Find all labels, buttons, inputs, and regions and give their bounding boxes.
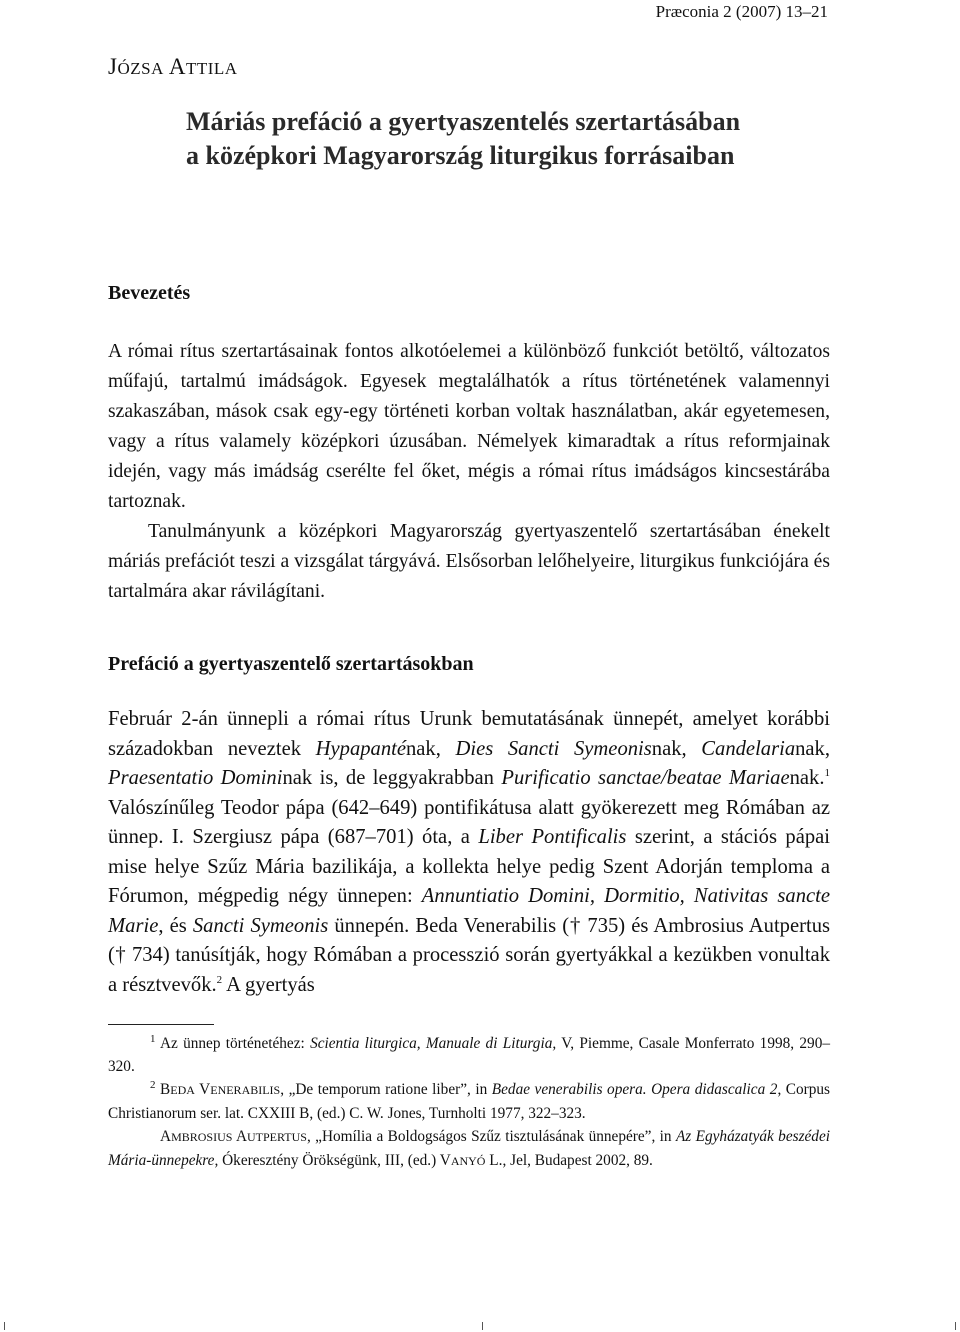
text-run: L., Jel, Budapest 2002, 89.: [485, 1152, 653, 1169]
crop-mark-left: [4, 1322, 5, 1330]
italic-term: Scientia liturgica, Manuale di Liturgia,: [310, 1035, 557, 1052]
italic-term: Candelaria: [701, 737, 796, 760]
small-caps: ANYÓ: [450, 1154, 486, 1168]
italic-term: Annuntiatio Domini, Dormitio, Nativitas sancte Marie: [108, 885, 830, 937]
section-heading-intro: Bevezetés: [108, 282, 191, 304]
footnote-number: 1: [150, 1032, 156, 1045]
italic-term: Hypapanté: [315, 737, 406, 760]
author-first-initial: J: [108, 54, 118, 79]
footnote-2-continued: [108, 1125, 830, 1173]
text-run: , és: [158, 914, 193, 937]
text-run: nak.: [789, 767, 825, 789]
text-run: Február 2-án ünnepli a római rítus Urunk bemutatásának ünnepét, amelyet korábbi századokban neveztek: [108, 708, 830, 760]
text-run: , „Homília a Boldogságos Szűz tisztulásának ünnepére”, in: [306, 1128, 676, 1145]
text-run: Valószínűleg Teodor pápa (642–649) pontifikátusa alatt gyökerezett meg Rómában az ünnep. I. Szergiusz pápa (687–701) óta, a: [108, 796, 830, 848]
text-run: Az ünnep történetéhez:: [155, 1035, 311, 1052]
text-run: A: [232, 1128, 248, 1145]
text-run: B: [160, 1081, 171, 1098]
text-run: nak,: [406, 737, 456, 760]
italic-term: Bedae venerabilis opera. Opera didascalica 2: [491, 1081, 778, 1098]
text-run: A: [160, 1128, 172, 1145]
text-run: szerint, a stációs pápai mise helye Szűz Mária bazilikája, a kollekta helye pedig Szent Adorján temploma a Fórumon, mégpedig négy ünnepen:: [108, 826, 830, 907]
italic-term: Sancti Symeonis: [192, 914, 329, 937]
footnote-2: [108, 1078, 830, 1125]
small-caps: EDA: [170, 1083, 195, 1097]
text-run: nak,: [795, 737, 831, 760]
intro-paragraph-2: Tanulmányunk a középkori Magyarország gyertyaszentelő szertartásában énekelt máriás prefációt teszi a vizsgálat tárgyává. Elsősorban lelőhelyeire, liturgikus funkciójára és tartalmára akar rávilágítani.: [108, 521, 830, 602]
author-name: [108, 54, 238, 80]
preface-paragraph: [108, 705, 830, 1000]
footnote-number: 2: [150, 1078, 156, 1091]
italic-term: Liber Pontificalis: [478, 826, 627, 848]
text-run: , Corpus Christianorum ser. lat. CXXIII B, (ed.) C. W. Jones, Turnholti 1977, 322–323.: [108, 1081, 830, 1122]
crop-mark-right: [955, 1322, 956, 1330]
italic-term: Az Egyházatyák beszédei Mária-ünnepekre,: [108, 1128, 830, 1169]
journal-citation: Præconia 2 (2007) 13–21: [655, 2, 828, 21]
text-run: V, Piemme, Casale Monferrato 1998, 290–320.: [108, 1035, 830, 1075]
section-heading-preface: Prefáció a gyertyaszentelő szertartásokban: [108, 653, 474, 675]
footnote-1: [108, 1032, 830, 1078]
article-title: [186, 105, 740, 173]
preface-body: [108, 705, 830, 1000]
italic-term: Dies Sancti Symeonis: [455, 737, 652, 760]
text-run: nak,: [651, 737, 702, 760]
author-last-initial: A: [168, 54, 186, 79]
author-last-rest: TTILA: [185, 59, 238, 78]
text-run: , „De temporum ratione liber”, in: [280, 1081, 492, 1098]
italic-term: Praesentatio Domini: [108, 767, 283, 789]
footnote-divider: [108, 1024, 214, 1025]
small-caps: UTPERTUS: [247, 1130, 307, 1144]
footnote-ref-2[interactable]: 2: [216, 973, 223, 986]
title-line-2: a középkori Magyarország liturgikus forrásaiban: [186, 141, 735, 170]
title-line-1: Máriás prefáció a gyertyaszentelés szertartásában: [186, 107, 741, 136]
intro-body: [108, 337, 830, 607]
text-run: ünnepén. Beda Venerabilis († 735) és Ambrosius Autpertus († 734) tanúsítják, hogy Rómában a processzió során gyertyákkal a kezükben vonultak a résztvevők.: [108, 914, 831, 996]
text-run: A gyertyás: [222, 973, 315, 996]
intro-paragraph-1: A római rítus szertartásainak fontos alkotóelemei a különböző funkciót betöltő, változatos műfajú, tartalmú imádságok. Egyesek megtalálhatók a rítus történetének valamennyi szakaszában, mások csak egy-egy történeti korban voltak használatban, akár egyetemesen, vagy a rítus valamely középkori úzusában. Némelyek kimaradtak a rítus reformjainak idején, vagy más imádság cserélte fel őket, mégis a római rítus imádságos kincsestárába tartoznak.: [108, 341, 830, 512]
italic-term: Purificatio sanctae/beatae Mariae: [501, 767, 790, 789]
small-caps: MBROSIUS: [171, 1130, 233, 1144]
author-first-rest: ÓZSA: [117, 59, 164, 78]
text-run: V: [194, 1081, 211, 1098]
text-run: nak is, de leggyakrabban: [282, 767, 502, 789]
small-caps: ENERABILIS: [210, 1083, 281, 1097]
crop-mark-center: [482, 1322, 483, 1330]
footnotes: [108, 1032, 830, 1173]
text-run: Ókeresztény Örökségünk, III, (ed.) V: [218, 1152, 451, 1169]
footnote-ref-1[interactable]: 1: [824, 767, 831, 780]
